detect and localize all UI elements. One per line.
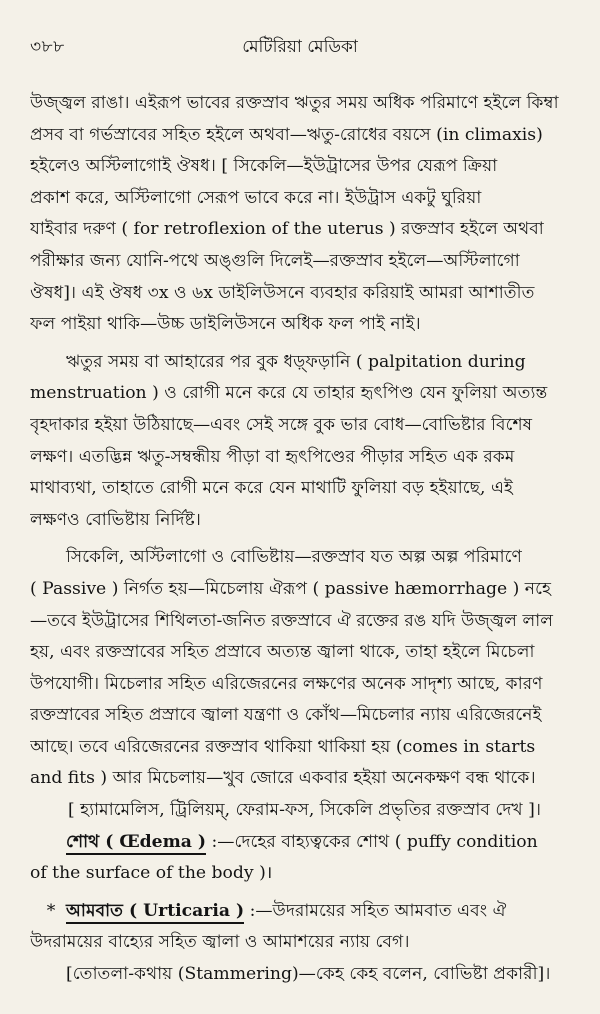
- page-body: [30, 88, 570, 991]
- stammering-text: [তোতলা-কথায় (Stammering)—কেহ কেহ বলেন, বোভিষ্টা প্রকারী]।: [66, 964, 551, 985]
- urticaria-heading-line: [30, 896, 570, 928]
- section-oedema: [30, 827, 570, 890]
- text-line: ঔষধ]। এই ঔষধ ৩x ও ৬x ডাইলিউসনে ব্যবহার করিয়াই আমরা আশাতীত: [30, 282, 535, 303]
- text-line: হইলেও অস্টিলাগোই ঔষধ। [ সিকেলি—ইউট্রাসের উপর যেরূপ ক্রিয়া: [30, 156, 498, 177]
- text-line: উজ্জ্বল রাঙা। এইরূপ ভাবের রক্তস্রাব ঋতুর সময় অধিক পরিমাণে হইলে কিম্বা: [30, 93, 559, 113]
- text-line: and fits ) আর মিচেলায়—খুব জোরে একবার হইয়া অনেকক্ষণ বন্ধ থাকে।: [30, 768, 536, 789]
- text-line: রক্তস্রাবের সহিত প্রস্রাবে জ্বালা যন্ত্রণা ও কোঁথ—মিচেলার ন্যায় এরিজেরনেই: [30, 705, 542, 726]
- text-line: উপযোগী। মিচেলার সহিত এরিজেরনের লক্ষণের অনেক সাদৃশ্য আছে, কারণ: [30, 673, 543, 694]
- text-line: যাইবার দরুণ ( for retroflexion of the uterus ) রক্তস্রাব হইলে অথবা: [30, 219, 544, 240]
- text-line: বৃহদাকার হইয়া উঠিয়াছে—এবং সেই সঙ্গে বুক ভার বোধ—বোভিষ্টার বিশেষ: [30, 414, 533, 435]
- paragraph-bovista: [30, 347, 570, 537]
- text-line: আছে। তবে এরিজেরনের রক্তস্রাব থাকিয়া থাকিয়া হয় (comes in starts: [30, 736, 536, 757]
- urticaria-heading: আমবাত ( Urticaria ): [66, 901, 244, 924]
- urticaria-description-cont: উদরাময়ের বাহ্যের সহিত জ্বালা ও আমাশয়ের ন্যায় বেগ।: [30, 932, 410, 953]
- text-line: ফল পাইয়া থাকি—উচ্চ ডাইলিউসনে অধিক ফল পাই নাই।: [30, 314, 421, 335]
- oedema-heading: শোথ ( Œdema ): [66, 832, 206, 855]
- cross-reference-line: [30, 795, 570, 827]
- text-line: হয়, এবং রক্তস্রাবের সহিত প্রস্রাবে অত্যন্ত জ্বালা থাকে, তাহা হইলে মিচেলা: [30, 642, 535, 663]
- text-line: পরীক্ষার জন্য যোনি-পথে অঙ্গুলি দিলেই—রক্তস্রাব হইলে—অস্টিলাগো: [30, 250, 520, 271]
- paragraph-ustilago: [30, 88, 570, 341]
- page-number: ৩৮৮: [30, 37, 65, 57]
- star-marker: *: [46, 900, 56, 921]
- oedema-heading-line: [30, 827, 570, 859]
- oedema-description: :—দেহের বাহ্যত্বকের শোথ ( puffy condition: [211, 831, 538, 852]
- oedema-description-cont: of the surface of the body )।: [30, 863, 273, 884]
- cross-reference-text: [ হ্যামামেলিস, ট্রিলিয়ম্‌, ফেরাম-ফস, সিকেলি প্রভৃতির রক্তস্রাব দেখ ]।: [68, 800, 542, 821]
- text-line: প্রসব বা গর্ভস্রাবের সহিত হইলে অথবা—ঋতু-রোধের বয়সে (in climaxis): [30, 124, 543, 145]
- text-line: —তবে ইউট্রাসের শিথিলতা-জনিত রক্তস্রাবে ঐ রক্তের রঙ যদি উজ্জ্বল লাল: [30, 610, 554, 631]
- text-line: ঋতুর সময় বা আহারের পর বুক ধড়্ফড়ানি ( palpitation during: [66, 351, 526, 372]
- text-line: সিকেলি, অস্টিলাগো ও বোভিষ্টায়—রক্তস্রাব যত অল্প অল্প পরিমাণে: [66, 547, 522, 568]
- urticaria-description: :—উদরাময়ের সহিত আমবাত এবং ঐ: [249, 900, 507, 921]
- section-stammering: [30, 959, 570, 991]
- text-line: ( Passive ) নির্গত হয়—মিচেলায় ঐরূপ ( passive hæmorrhage ) নহে: [30, 578, 552, 599]
- text-line: মাথাব্যথা, তাহাতে রোগী মনে করে যেন মাথাটি ফুলিয়া বড় হইয়াছে, এই: [30, 478, 513, 499]
- paragraph-mitchella: [30, 542, 570, 795]
- text-line: লক্ষণ। এতদ্ভিন্ন ঋতু-সম্বন্ধীয় পীড়া বা হৃৎপিণ্ডের পীড়ার সহিত এক রকম: [30, 446, 515, 467]
- section-urticaria: [30, 896, 570, 959]
- running-title: মেটিরিয়া মেডিকা: [242, 37, 358, 57]
- page-header: [30, 34, 570, 62]
- text-line: লক্ষণও বোভিষ্টায় নির্দিষ্ট।: [30, 509, 201, 530]
- text-line: প্রকাশ করে, অস্টিলাগো সেরূপ ভাবে করে না। ইউট্রাস একটু ঘুরিয়া: [30, 187, 482, 208]
- text-line: menstruation ) ও রোগী মনে করে যে তাহার হৃৎপিণ্ড যেন ফুলিয়া অত্যন্ত: [30, 383, 548, 404]
